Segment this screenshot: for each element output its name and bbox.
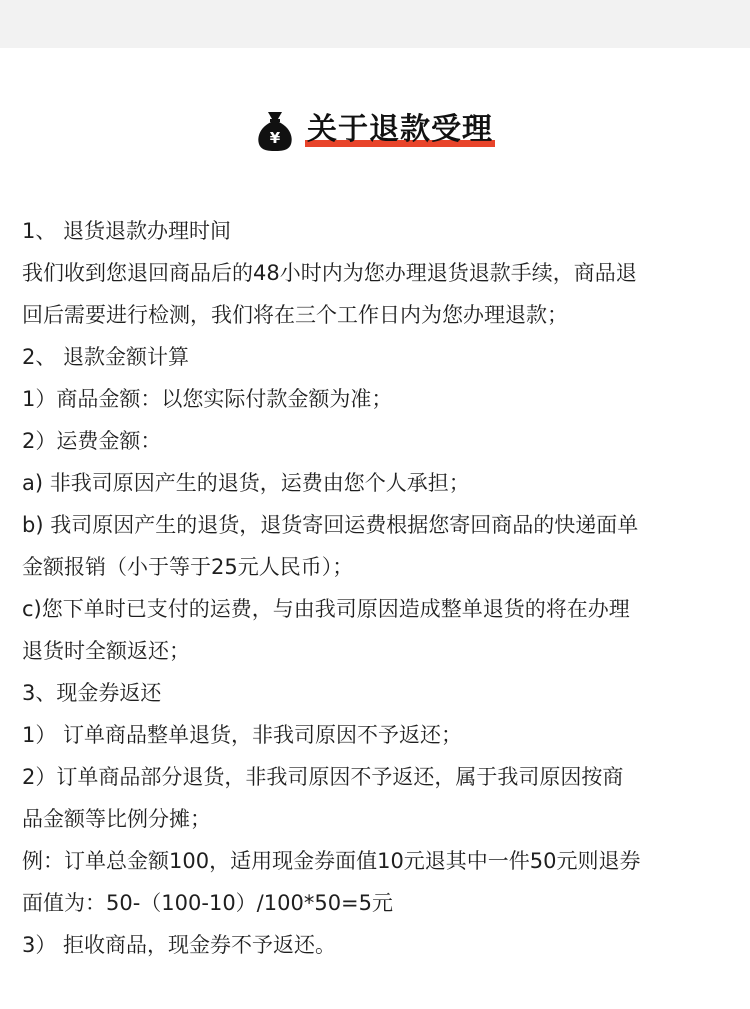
text-line: 退货时全额返还； xyxy=(22,639,190,663)
text-line: 2、 退款金额计算 xyxy=(22,345,190,369)
top-band xyxy=(0,0,750,48)
text-line: 金额报销（小于等于25元人民币）； xyxy=(22,555,354,579)
text-line: b) 我司原因产生的退货，退货寄回运费根据您寄回商品的快递面单 xyxy=(22,513,639,537)
text-line: c)您下单时已支付的运费，与由我司原因造成整单退货的将在办理 xyxy=(22,597,630,621)
text-line: 2）运费金额： xyxy=(22,429,162,453)
text-line: 回后需要进行检测，我们将在三个工作日内为您办理退款； xyxy=(22,303,568,327)
text-line: 1、 退货退款办理时间 xyxy=(22,219,232,243)
section-heading xyxy=(0,108,750,152)
refund-policy-text xyxy=(22,210,734,966)
text-line: 例：订单总金额100，适用现金券面值10元退其中一件50元则退券 xyxy=(22,849,641,873)
text-line: 3、现金券返还 xyxy=(22,681,162,705)
text-line: 品金额等比例分摊； xyxy=(22,807,211,831)
text-line: a) 非我司原因产生的退货，运费由您个人承担； xyxy=(22,471,470,495)
text-line: 2）订单商品部分退货，非我司原因不予返还，属于我司原因按商 xyxy=(22,765,624,789)
text-line: 面值为：50-（100-10）/100*50=5元 xyxy=(22,891,394,915)
text-line: 1）商品金额：以您实际付款金额为准； xyxy=(22,387,393,411)
title-wrap xyxy=(305,110,495,150)
page-title: 关于退款受理 xyxy=(307,112,493,147)
money-bag-icon xyxy=(255,108,295,152)
yen-symbol: ¥ xyxy=(269,129,281,147)
text-line: 我们收到您退回商品后的48小时内为您办理退货退款手续，商品退 xyxy=(22,261,637,285)
text-line: 3） 拒收商品，现金券不予返还。 xyxy=(22,933,337,957)
text-line: 1） 订单商品整单退货，非我司原因不予返还； xyxy=(22,723,463,747)
